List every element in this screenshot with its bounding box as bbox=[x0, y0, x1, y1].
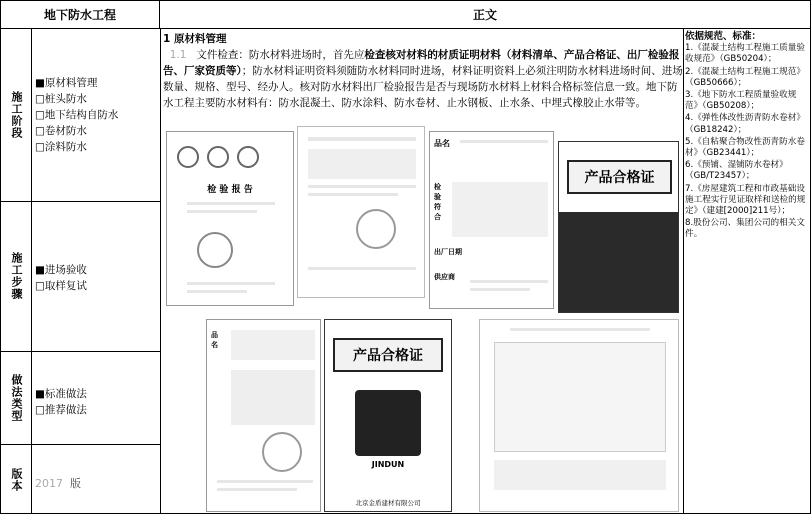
field-label: 品名 bbox=[434, 139, 450, 148]
section-header: 地下防水工程 bbox=[1, 1, 160, 29]
official-stamp-icon bbox=[262, 432, 302, 472]
stage-options bbox=[35, 75, 118, 155]
product-certificate-image-2 bbox=[324, 319, 452, 512]
field-label: 出厂日期 bbox=[434, 248, 462, 256]
brand-logo-icon bbox=[355, 390, 421, 456]
official-stamp-icon bbox=[356, 209, 396, 249]
option-raw-material[interactable]: ■原材料管理 bbox=[35, 77, 98, 89]
text-line bbox=[510, 328, 650, 331]
field-label: 检验符合 bbox=[434, 183, 441, 221]
main-content bbox=[163, 31, 683, 111]
text-line bbox=[460, 140, 548, 143]
brand-name: JINDUN bbox=[371, 460, 405, 469]
certificate-form-image bbox=[429, 131, 554, 309]
standard-item: 7.《房屋建筑工程和市政基础设施工程实行见证取样和送检的规定》（建建[2000]211号）； bbox=[685, 183, 806, 217]
text-line bbox=[187, 290, 247, 293]
row-label-step: 施工步骤 bbox=[10, 252, 23, 300]
option-recommended[interactable]: □推荐做法 bbox=[35, 404, 87, 416]
table-block bbox=[231, 330, 315, 360]
row-label-type: 做法类型 bbox=[10, 373, 23, 422]
row-label-stage: 施工阶段 bbox=[10, 91, 23, 139]
table-block bbox=[308, 149, 416, 179]
text-line bbox=[308, 267, 416, 270]
product-certificate-image bbox=[558, 141, 679, 313]
standard-item: 1.《混凝土结构工程施工质量验收规范》（GB50204）； bbox=[685, 43, 805, 65]
option-structure-self[interactable]: □地下结构自防水 bbox=[35, 109, 119, 121]
section-heading: 1 原材料管理 bbox=[163, 33, 227, 45]
logo-seal-icon bbox=[237, 146, 259, 168]
option-pile-head[interactable]: □桩头防水 bbox=[35, 93, 87, 105]
option-sampling-retest[interactable]: □取样复试 bbox=[35, 280, 87, 292]
option-coating[interactable]: □涂料防水 bbox=[35, 141, 87, 153]
grid-line bbox=[160, 29, 161, 514]
text-line bbox=[187, 210, 257, 213]
grid-line bbox=[31, 29, 32, 514]
logo-seal-icon bbox=[177, 146, 199, 168]
text-line bbox=[308, 185, 416, 188]
standard-item: 5.《自粘聚合物改性沥青防水卷材》（GB23441）； bbox=[685, 136, 805, 159]
handwritten-form-image bbox=[479, 319, 679, 512]
option-entry-acceptance[interactable]: ■进场验收 bbox=[35, 264, 87, 276]
step-options bbox=[35, 262, 87, 294]
text-line bbox=[217, 480, 313, 483]
inspection-report-image bbox=[166, 131, 294, 306]
official-stamp-icon bbox=[197, 232, 233, 268]
certificate-title: 产品合格证 bbox=[333, 338, 443, 372]
standards-title: 依据规范、标准： bbox=[685, 31, 762, 42]
table-block bbox=[231, 370, 315, 425]
test-report-page-image bbox=[297, 126, 425, 298]
logo-seal-icon bbox=[207, 146, 229, 168]
text-line bbox=[470, 288, 530, 291]
table-block bbox=[494, 460, 666, 490]
version-text: 2017 版 bbox=[35, 477, 81, 490]
company-name: 北京金盾建材有限公司 bbox=[355, 499, 421, 507]
standard-item: 2.《混凝土结构工程施工规范》（GB50666）； bbox=[685, 66, 805, 88]
text-line bbox=[217, 488, 297, 491]
report-title: 检 验 报 告 bbox=[207, 185, 253, 195]
standard-item: 4.《弹性体改性沥青防水卷材》（GB18242）； bbox=[685, 113, 805, 135]
text-line bbox=[187, 282, 275, 285]
paragraph: 1.1 文件检查：防水材料进场时，首先应检查核对材料的材质证明材料（材料清单、产品合格证、出厂检验报告、厂家资质等）；防水材料证明资料须随防水材料同时进场，材料证明资料上必须注明防水材料进场时间、进场数量、规格、型号、经办人。核对防水材料出厂检验报告是否与现场防水材料上材料合格标签信息一致。地下防水工程主要防水材料有：防水混凝土、防水涂料、防水卷材、止水钢板、止水条、中埋式橡胶止水带等。 bbox=[163, 49, 683, 109]
certificate-dark-panel bbox=[559, 212, 678, 313]
standard-item: 3.《地下防水工程质量验收规范》（GB50208）； bbox=[685, 90, 797, 112]
field-label: 品名 bbox=[211, 331, 218, 349]
option-standard[interactable]: ■标准做法 bbox=[35, 388, 87, 400]
standard-item: 8.股份公司、集团公司的相关文件。 bbox=[685, 218, 805, 240]
text-line bbox=[470, 280, 548, 283]
certificate-form-image-2 bbox=[206, 319, 321, 512]
text-line bbox=[187, 202, 275, 205]
table-block bbox=[452, 182, 548, 237]
text-line bbox=[308, 137, 416, 141]
option-membrane[interactable]: □卷材防水 bbox=[35, 125, 87, 137]
certificate-title: 产品合格证 bbox=[567, 160, 672, 194]
row-label-version: 版本 bbox=[10, 467, 23, 492]
standard-item: 6.《预铺、湿铺防水卷材》（GB/T23457）； bbox=[685, 160, 788, 182]
standards-list bbox=[685, 31, 809, 242]
type-options bbox=[35, 386, 87, 418]
main-header: 正文 bbox=[160, 1, 810, 29]
text-line bbox=[308, 193, 398, 196]
table-block bbox=[494, 342, 666, 452]
field-label: 供应商 bbox=[434, 273, 455, 281]
grid-line bbox=[683, 29, 684, 514]
